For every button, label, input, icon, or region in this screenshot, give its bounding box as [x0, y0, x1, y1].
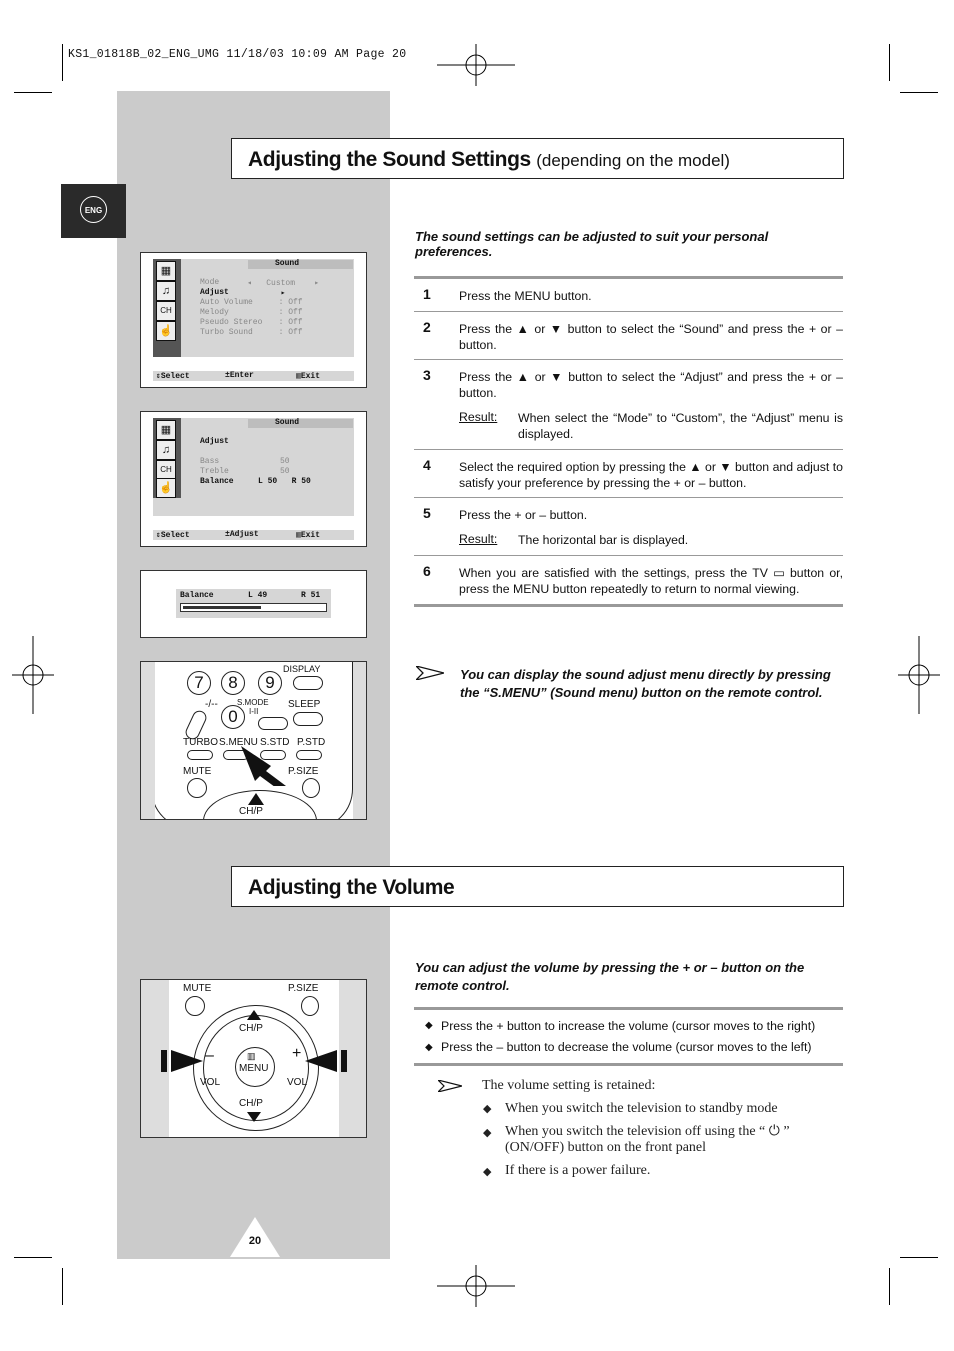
- osd-row-value: : Off: [269, 308, 303, 317]
- display-label: DISPLAY: [283, 664, 321, 674]
- step-text: Select the required option by pressing the ▲ or ▼ button and adjust to satisfy your preference by pressing the + or – button.: [459, 460, 843, 490]
- bullet-icon: ◆: [483, 1166, 492, 1178]
- crop-mark: [62, 44, 63, 81]
- display-button: [293, 676, 323, 690]
- section-title: [248, 149, 730, 170]
- vol-left-label: VOL: [200, 1077, 221, 1088]
- step-text: Press the ▲ or ▼ button to select the “Adjust” and press the + or – button.: [459, 370, 843, 400]
- ch-p-label: CH/P: [239, 806, 263, 817]
- osd-row-label: Melody: [200, 308, 229, 317]
- ch-down-label: CH/P: [239, 1098, 263, 1109]
- osd-header-bar: [248, 419, 353, 428]
- step-number: 6: [423, 563, 431, 579]
- registration-mark-left: [12, 636, 54, 714]
- crop-mark: [900, 92, 938, 93]
- print-header: KS1_01818B_02_ENG_UMG 11/18/03 10:09 AM Page 20: [68, 48, 407, 61]
- step-number: 2: [423, 319, 431, 335]
- title-subtitle: (depending on the model): [536, 151, 730, 170]
- step-text: Press the MENU button.: [459, 289, 592, 303]
- osd-row-value: 50: [280, 467, 290, 476]
- footer-adjust: Adjust: [229, 530, 259, 539]
- osd-adjust-menu-panel: [140, 411, 367, 547]
- bullet-icon: ◆: [425, 1042, 433, 1053]
- title-text: Adjusting the Sound Settings: [248, 148, 531, 171]
- remote-illustration-volume: [140, 979, 367, 1138]
- crop-mark: [14, 92, 52, 93]
- step-text: Press the + or – button.: [459, 508, 588, 522]
- osd-row-value: ▸: [247, 289, 286, 298]
- picture-icon: ▦: [156, 420, 176, 440]
- table-divider: [414, 449, 843, 450]
- crop-mark: [62, 1268, 63, 1305]
- remote-edge-shade: [141, 662, 155, 820]
- step-number: 4: [423, 457, 431, 473]
- ch-up-triangle-icon: [248, 793, 264, 805]
- mute-label: MUTE: [183, 983, 212, 994]
- setup-hand-icon: ☝: [156, 478, 176, 498]
- crop-mark: [900, 1257, 938, 1258]
- i-ii-label: I-II: [249, 707, 259, 716]
- result-text: When select the “Mode” to “Custom”, the “Adjust” menu is displayed.: [518, 411, 843, 441]
- osd-footer: ⇕Select ±Adjust ▥Exit: [153, 530, 354, 540]
- note-intro: The volume setting is retained:: [482, 1078, 656, 1093]
- balance-right-value: R 51: [301, 591, 321, 600]
- psize-button: [301, 996, 319, 1016]
- balance-left-value: L 49: [248, 591, 268, 600]
- osd-row-value: : Off: [269, 298, 303, 307]
- crop-mark: [889, 1268, 890, 1305]
- plus-label: +: [292, 1045, 302, 1062]
- channel-icon: CH: [156, 301, 176, 321]
- bullet-icon: ◆: [483, 1103, 492, 1115]
- osd-row-label: Pseudo Stereo: [200, 318, 263, 327]
- osd-row-value: : Off: [269, 318, 303, 327]
- osd-row-label: Bass: [200, 457, 220, 466]
- step-number: 5: [423, 505, 431, 521]
- osd-footer: ⇕Select ±Enter ▥Exit: [153, 371, 354, 381]
- right-pointer-arrow-icon: [305, 1050, 347, 1072]
- registration-mark-right: [898, 636, 940, 714]
- osd-row-label: Mode: [200, 278, 220, 287]
- section-title-box: [231, 866, 844, 907]
- mute-button: [187, 778, 207, 798]
- sleep-button: [293, 712, 323, 726]
- note-item: When you switch the television to standby mode: [505, 1101, 778, 1116]
- osd-row-label: Turbo Sound: [200, 328, 253, 337]
- table-top-rule: [414, 276, 843, 279]
- pstd-button: [296, 750, 322, 760]
- bullets-top-rule: [414, 1007, 843, 1010]
- footer-exit: Exit: [300, 531, 321, 540]
- result-label: Result:: [459, 532, 498, 546]
- psize-button: [302, 778, 320, 798]
- setup-hand-icon: ☝: [156, 321, 176, 341]
- table-divider: [414, 359, 843, 360]
- key-8: 8: [221, 671, 245, 695]
- osd-row-value: : Off: [269, 328, 303, 337]
- step-number: 3: [423, 367, 431, 383]
- bullet-text: Press the – button to decrease the volume (cursor moves to the left): [441, 1040, 812, 1054]
- result-label: Result:: [459, 410, 498, 424]
- turbo-label: TURBO: [183, 737, 218, 748]
- key-0: 0: [221, 705, 245, 729]
- menu-icon: ▥: [247, 1051, 256, 1061]
- crop-mark: [14, 1257, 52, 1258]
- key-9: 9: [258, 671, 282, 695]
- bullet-icon: ◆: [483, 1127, 492, 1139]
- pointer-arrow-icon: [241, 746, 286, 786]
- smenu-label: S.MENU: [219, 737, 258, 748]
- osd-row-value: ◂ Custom ▸: [247, 279, 320, 288]
- osd-sound-menu-panel: [140, 252, 367, 388]
- key-7: 7: [187, 671, 211, 695]
- osd-screen: [153, 418, 354, 516]
- section-intro: You can adjust the volume by pressing the + or – button on the remote control.: [415, 960, 805, 993]
- step-number: 1: [423, 286, 431, 302]
- remote-illustration-smenu: [140, 661, 367, 820]
- turbo-button: [187, 750, 213, 760]
- osd-row-label: Treble: [200, 467, 229, 476]
- page-number: 20: [248, 1235, 262, 1247]
- psize-label: P.SIZE: [288, 983, 319, 994]
- osd-row-value: L 50 R 50: [258, 477, 311, 486]
- sound-icon: ♫: [156, 281, 176, 301]
- note-item: If there is a power failure.: [505, 1163, 651, 1178]
- balance-fill: [183, 606, 261, 609]
- step-text: When you are satisfied with the settings, press the TV ▭ button or, press the MENU button repeatedly to return to normal viewing.: [459, 566, 843, 596]
- section-intro: The sound settings can be adjusted to suit your personal preferences.: [415, 229, 769, 259]
- section-title: Adjusting the Volume: [248, 876, 455, 899]
- bullets-bottom-rule: [414, 1063, 843, 1066]
- step-text: Press the ▲ or ▼ button to select the “Sound” and press the + or – button.: [459, 322, 843, 352]
- crop-mark: [889, 44, 890, 81]
- sstd-label: S.STD: [260, 737, 290, 748]
- section-title-box: [231, 138, 844, 179]
- osd-row-value: 50: [280, 457, 290, 466]
- registration-mark-top: [437, 44, 515, 86]
- left-pointer-arrow-icon: [161, 1050, 203, 1072]
- result-text: The horizontal bar is displayed.: [518, 533, 689, 547]
- picture-icon: ▦: [156, 261, 176, 281]
- table-divider: [414, 497, 843, 498]
- mute-button: [185, 996, 205, 1016]
- remote-edge-shade: [353, 662, 367, 820]
- pstd-label: P.STD: [297, 737, 326, 748]
- menu-label: MENU: [239, 1063, 269, 1074]
- ch-down-triangle-icon: [247, 1112, 261, 1122]
- dash-label: -/--: [205, 699, 218, 710]
- sound-icon: ♫: [156, 440, 176, 460]
- footer-exit: Exit: [300, 372, 321, 381]
- osd-row-label: Auto Volume: [200, 298, 253, 307]
- osd-balance-panel: [140, 570, 367, 638]
- osd-header-bar: [248, 260, 353, 269]
- osd-row-label: Adjust: [200, 288, 229, 297]
- table-divider: [414, 555, 843, 556]
- smode-button: [258, 717, 288, 730]
- mute-label: MUTE: [183, 766, 212, 777]
- smode-label: S.MODE: [237, 698, 269, 707]
- balance-label: Balance: [180, 591, 214, 600]
- balance-track: [180, 603, 327, 612]
- footer-select: Select: [160, 531, 190, 540]
- table-bottom-rule: [414, 604, 843, 607]
- language-tab-label: ENG: [80, 196, 107, 223]
- registration-mark-bottom: [437, 1265, 515, 1307]
- table-divider: [414, 311, 843, 312]
- osd-header: Sound: [275, 259, 300, 268]
- osd-screen: [153, 259, 354, 357]
- ch-up-label: CH/P: [239, 1023, 263, 1034]
- note-arrow-icon: [438, 1080, 462, 1092]
- channel-icon: CH: [156, 460, 176, 480]
- footer-select: Select: [160, 372, 190, 381]
- note-item: When you switch the television off using the “ ⏻ ” (ON/OFF) button on the front panel: [505, 1124, 790, 1155]
- note-arrow-icon: [416, 666, 444, 680]
- osd-row-label: Balance: [200, 477, 234, 486]
- sleep-label: SLEEP: [288, 699, 321, 710]
- bullet-text: Press the + button to increase the volume (cursor moves to the right): [441, 1019, 816, 1033]
- psize-label: P.SIZE: [288, 766, 319, 777]
- minus-label: –: [205, 1047, 214, 1064]
- ch-up-triangle-icon: [247, 1010, 261, 1020]
- osd-header: Sound: [275, 418, 300, 427]
- osd-title: Adjust: [200, 437, 229, 446]
- footer-enter: Enter: [229, 371, 254, 380]
- vol-right-label: VOL: [287, 1077, 308, 1088]
- bullet-icon: ◆: [425, 1020, 433, 1031]
- note-text: You can display the sound adjust menu directly by pressing the “S.MENU” (Sound menu) button on the remote control.: [460, 667, 831, 700]
